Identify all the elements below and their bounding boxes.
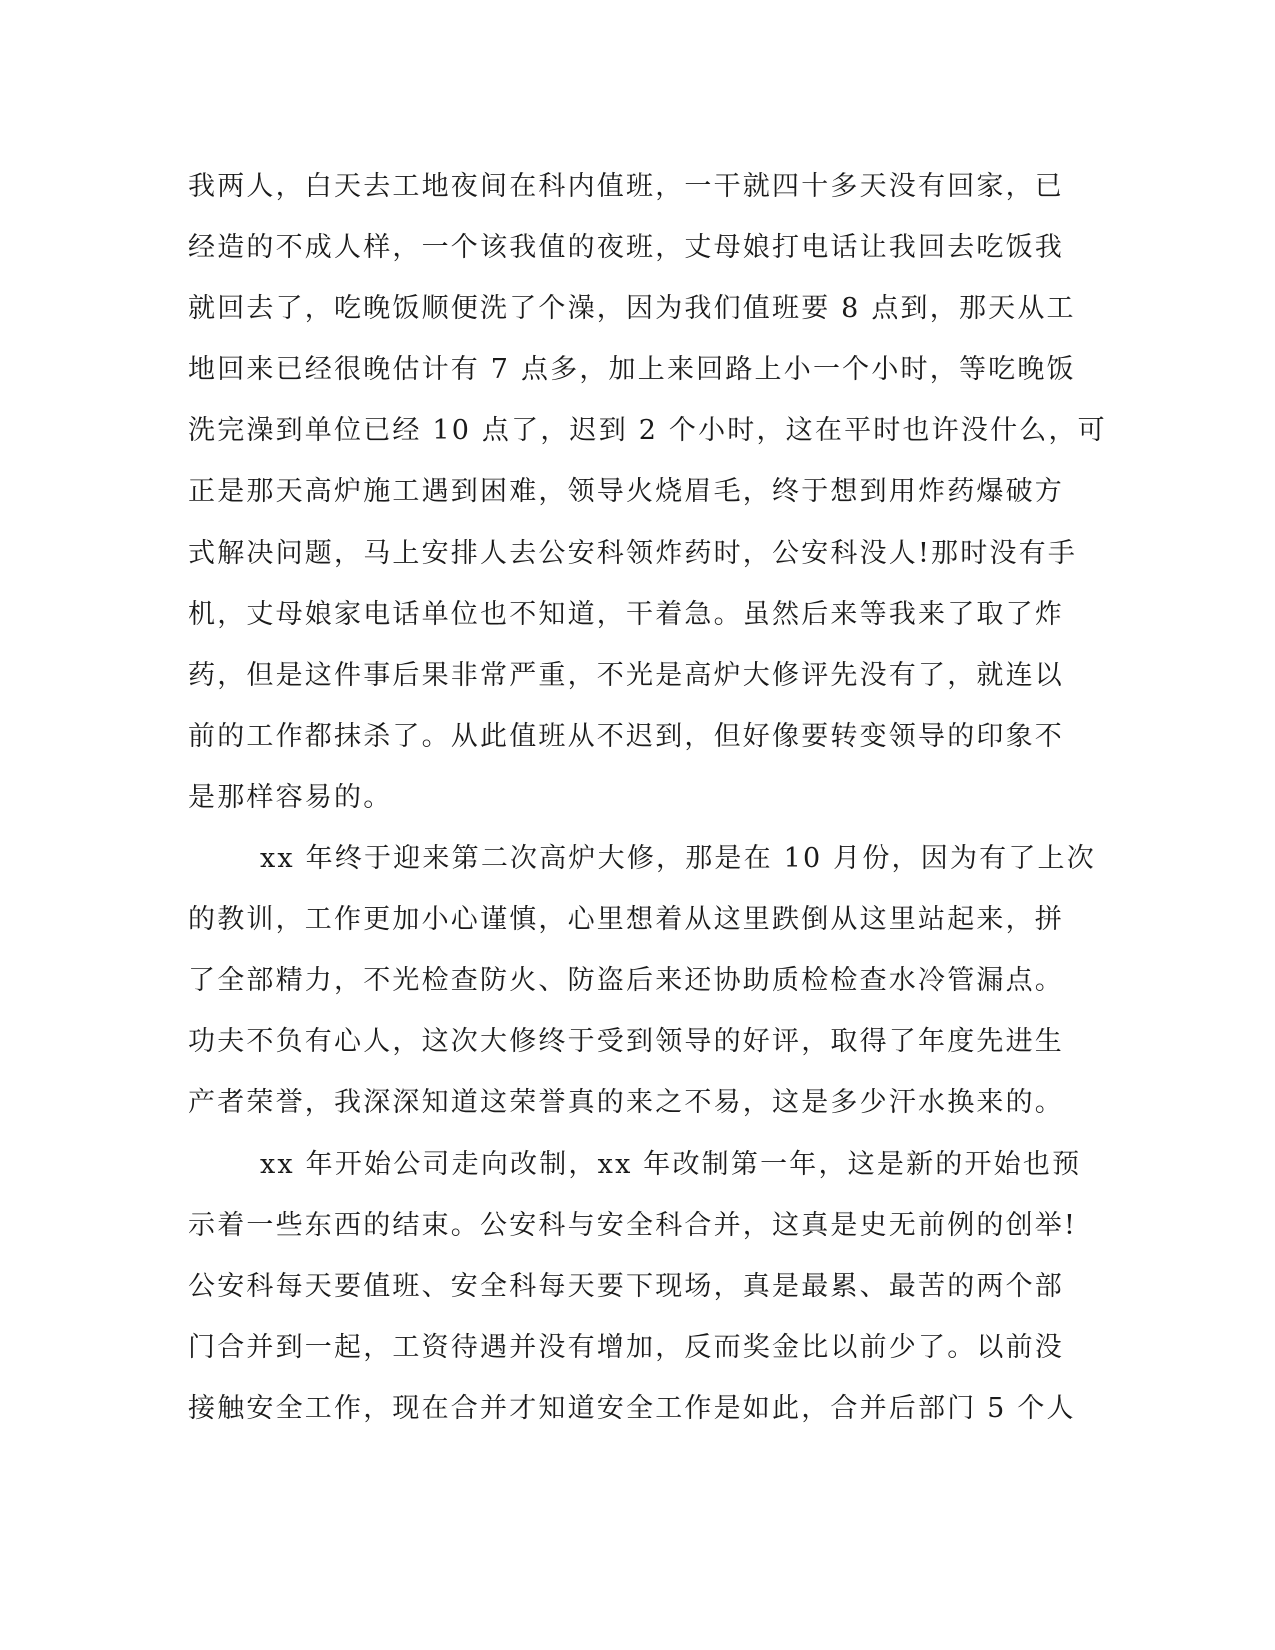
text-line: 公安科每天要值班、安全科每天要下现场，真是最累、最苦的两个部 — [188, 1270, 1064, 1302]
text-line: 示着一些东西的结束。公安科与安全科合并，这真是史无前例的创举! — [188, 1209, 1078, 1241]
text-line: 了全部精力，不光检查防火、防盗后来还协助质检检查水冷管漏点。 — [188, 965, 1064, 997]
paragraph-start-line: xx 年开始公司走向改制，xx 年改制第一年，这是新的开始也预 — [260, 1148, 1082, 1180]
text-line: 我两人，白天去工地夜间在科内值班，一干就四十多天没有回家，已 — [188, 171, 1064, 202]
text-line: 经造的不成人样，一个该我值的夜班，丈母娘打电话让我回去吃饭我 — [188, 232, 1064, 264]
text-line: 是那样容易的。 — [188, 781, 393, 813]
text-line: 机，丈母娘家电话单位也不知道，干着急。虽然后来等我来了取了炸 — [188, 598, 1064, 630]
text-line: 功夫不负有心人，这次大修终于受到领导的好评，取得了年度先进生 — [188, 1026, 1064, 1058]
text-line: 接触安全工作，现在合并才知道安全工作是如此，合并后部门 5 个人 — [188, 1392, 1076, 1424]
text-line: 就回去了，吃晚饭顺便洗了个澡，因为我们值班要 8 点到，那天从工 — [188, 293, 1076, 325]
text-line: 地回来已经很晚估计有 7 点多，加上来回路上小一个小时，等吃晚饭 — [188, 354, 1076, 386]
text-line: 门合并到一起，工资待遇并没有增加，反而奖金比以前少了。以前没 — [188, 1331, 1064, 1363]
paragraph-start-line: xx 年终于迎来第二次高炉大修，那是在 10 月份，因为有了上次 — [260, 843, 1096, 875]
text-line: 前的工作都抹杀了。从此值班从不迟到，但好像要转变领导的印象不 — [188, 720, 1064, 752]
text-line: 正是那天高炉施工遇到困难，领导火烧眉毛，终于想到用炸药爆破方 — [188, 476, 1064, 508]
text-line: 洗完澡到单位已经 10 点了，迟到 2 个小时，这在平时也许没什么，可 — [188, 415, 1107, 447]
text-line: 式解决问题，马上安排人去公安科领炸药时，公安科没人!那时没有手 — [188, 537, 1078, 569]
text-line: 药，但是这件事后果非常严重，不光是高炉大修评先没有了，就连以 — [188, 659, 1064, 691]
text-line: 产者荣誉，我深深知道这荣誉真的来之不易，这是多少汗水换来的。 — [188, 1087, 1064, 1119]
text-line: 的教训，工作更加小心谨慎，心里想着从这里跌倒从这里站起来，拼 — [188, 904, 1064, 936]
body-text — [188, 156, 1107, 1439]
